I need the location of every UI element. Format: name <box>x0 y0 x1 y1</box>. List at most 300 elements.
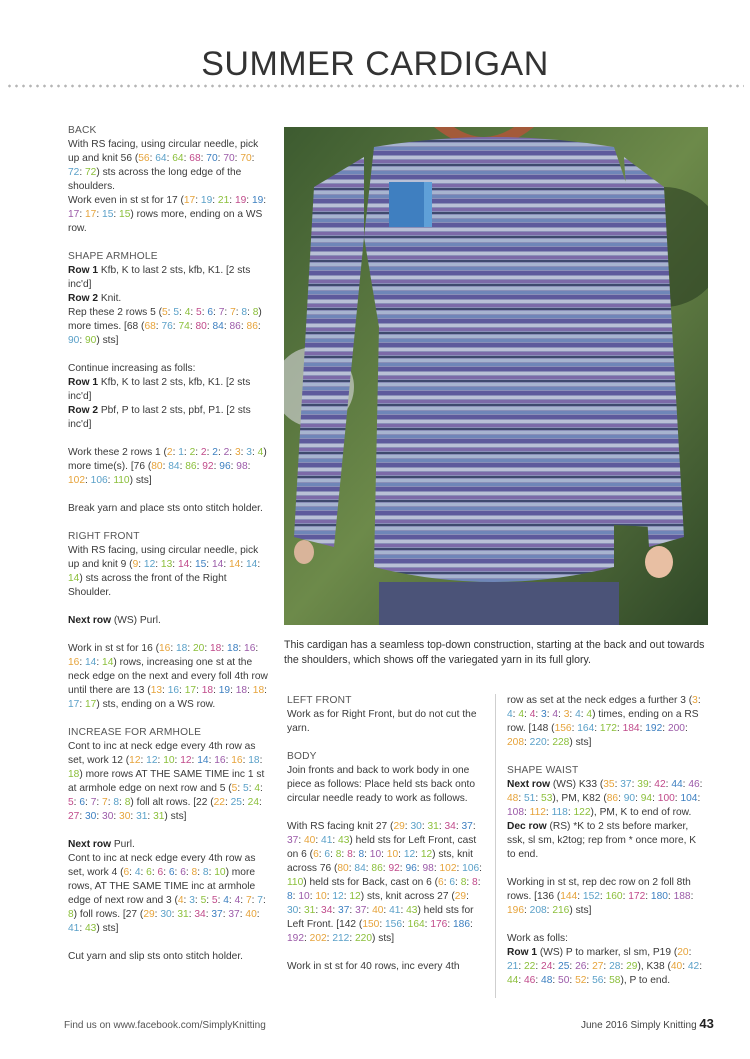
text-run: : <box>545 807 552 818</box>
text-run: : <box>140 867 147 878</box>
text-run: ) foll alt rows. [22 ( <box>130 797 214 808</box>
size-value: 68 <box>189 153 201 164</box>
size-value: 20 <box>677 947 689 958</box>
size-value: 2 <box>212 447 218 458</box>
text-run: : <box>382 863 389 874</box>
size-value: 30 <box>102 811 114 822</box>
text-run: : <box>201 307 208 318</box>
text-run: : <box>213 461 220 472</box>
pattern-paragraph <box>68 404 268 432</box>
size-value: 90 <box>85 335 97 346</box>
size-value: 43 <box>85 923 97 934</box>
text-run: : <box>512 709 519 720</box>
size-value: 6 <box>324 849 331 860</box>
section-heading <box>68 124 268 138</box>
text-run: : <box>535 975 542 986</box>
text-run: : <box>546 709 553 720</box>
size-value: 18 <box>227 643 239 654</box>
text-run: : <box>479 863 482 874</box>
size-value: 18 <box>248 755 260 766</box>
size-value: 46 <box>524 975 536 986</box>
photo-caption: This cardigan has a seamless top-down construction, starting at the back and out towards the shoulders, which shows off the variegated yarn in its full glory. <box>284 639 705 666</box>
size-value: 17 <box>68 699 80 710</box>
size-value: 58 <box>609 975 621 986</box>
text-run: : <box>309 891 316 902</box>
size-value: 86 <box>185 461 197 472</box>
size-value: 100 <box>657 793 675 804</box>
text-run: : <box>674 793 681 804</box>
text-run: : <box>247 307 253 318</box>
size-value: 108 <box>507 807 524 818</box>
size-value: 21 <box>217 195 230 206</box>
size-value: 110 <box>287 877 304 888</box>
size-value: 9 <box>132 559 139 570</box>
size-value: 12 <box>146 755 158 766</box>
text-run: Work in st st for 16 ( <box>68 643 159 654</box>
size-value: 27 <box>592 961 604 972</box>
size-value: 19 <box>218 685 231 696</box>
text-run: : <box>635 793 641 804</box>
text-run: : <box>401 919 408 930</box>
size-value: 10 <box>315 891 327 902</box>
size-value: 5 <box>211 895 218 906</box>
text-run: : <box>546 905 553 916</box>
size-value: 56 <box>592 975 604 986</box>
text-run: : <box>206 447 213 458</box>
size-value: 37 <box>211 909 223 920</box>
size-value: 118 <box>551 807 568 818</box>
size-value: 30 <box>410 821 422 832</box>
text-run: : <box>571 723 578 734</box>
section-heading <box>68 530 268 544</box>
text-run: Work as folls: <box>507 933 568 944</box>
size-value: 4 <box>552 709 559 720</box>
text-run: : <box>622 891 629 902</box>
size-value: 3 <box>246 447 252 458</box>
text-run: BODY <box>287 751 317 762</box>
pattern-paragraph <box>507 778 707 820</box>
size-value: 40 <box>670 961 683 972</box>
text-run: : <box>688 947 692 958</box>
text-run: : <box>259 797 262 808</box>
text-run: : <box>96 657 103 668</box>
pattern-paragraph <box>68 852 268 936</box>
size-value: 10 <box>163 755 175 766</box>
left-column <box>68 124 268 964</box>
text-run: : <box>228 895 235 906</box>
size-value: 15 <box>194 559 207 570</box>
text-run: : <box>230 461 237 472</box>
footer-issue <box>581 1017 714 1033</box>
size-value: 202 <box>309 933 327 944</box>
size-value: 31 <box>177 909 189 920</box>
text-run: : <box>594 723 600 734</box>
text-run: : <box>404 821 411 832</box>
text-run: : <box>690 891 694 902</box>
pattern-paragraph <box>68 544 268 600</box>
size-value: 4 <box>223 895 229 906</box>
size-value: 7 <box>257 895 263 906</box>
text-run: Purl. <box>111 839 135 850</box>
text-run: : <box>194 895 201 906</box>
text-run: : <box>195 195 201 206</box>
pattern-paragraph <box>68 950 268 964</box>
size-value: 43 <box>406 905 418 916</box>
size-value: 86 <box>371 863 383 874</box>
text-run: : <box>697 793 701 804</box>
text-run: : <box>166 153 173 164</box>
size-value: 64 <box>155 153 167 164</box>
size-value: 74 <box>178 321 190 332</box>
size-value: 48 <box>541 975 553 986</box>
text-run: : <box>524 737 530 748</box>
text-run: INCREASE FOR ARMHOLE <box>68 727 202 738</box>
size-value: 31 <box>136 811 148 822</box>
text-run: ) foll rows. [27 ( <box>73 909 144 920</box>
text-run: : <box>349 933 356 944</box>
text-run: (WS) P to marker, sl sm, P19 ( <box>537 947 678 958</box>
text-run: : <box>438 821 445 832</box>
row-label: Row 2 <box>68 293 99 304</box>
pattern-paragraph <box>68 306 268 348</box>
text-run: : <box>237 783 244 794</box>
size-value: 4 <box>529 709 536 720</box>
text-run: : <box>524 807 530 818</box>
size-value: 29 <box>454 891 467 902</box>
text-run: LEFT FRONT <box>287 695 352 706</box>
size-value: 6 <box>449 877 456 888</box>
text-run: : <box>618 793 624 804</box>
text-run: : <box>348 863 355 874</box>
text-run: : <box>195 447 201 458</box>
text-run: : <box>107 797 114 808</box>
text-run: Work these 2 rows 1 ( <box>68 447 167 458</box>
text-run: Knit. <box>98 293 122 304</box>
size-value: 4 <box>586 709 593 720</box>
text-run: : <box>162 685 168 696</box>
text-run: : <box>535 709 542 720</box>
size-value: 17 <box>68 209 80 220</box>
text-run: : <box>699 961 703 972</box>
cardigan-photo <box>284 127 708 625</box>
size-value: 22 <box>524 961 536 972</box>
text-run: : <box>456 863 463 874</box>
text-run: : <box>206 559 212 570</box>
text-run: : <box>79 699 86 710</box>
size-value: 8 <box>241 307 248 318</box>
size-value: 19 <box>200 195 213 206</box>
size-value: 44 <box>507 975 519 986</box>
text-run: : <box>699 779 703 790</box>
text-run: ) rows more, ending on a WS row. <box>68 209 263 234</box>
size-value: 53 <box>541 793 553 804</box>
size-value: 6 <box>180 867 186 878</box>
pattern-paragraph <box>507 820 707 862</box>
text-run: : <box>341 849 348 860</box>
text-run: Cut yarn and slip sts onto stitch holder. <box>68 951 243 962</box>
dotted-divider <box>6 84 744 88</box>
size-value: 12 <box>143 559 156 570</box>
text-run: : <box>257 321 261 332</box>
size-value: 24 <box>247 797 259 808</box>
text-run: ) held sts for Left Front. [142 ( <box>287 905 474 930</box>
text-run: : <box>586 961 593 972</box>
size-value: 86 <box>229 321 241 332</box>
text-run: : <box>326 933 333 944</box>
text-run: : <box>631 779 638 790</box>
size-value: 26 <box>575 961 587 972</box>
size-value: 94 <box>640 793 653 804</box>
size-value: 19 <box>234 195 247 206</box>
text-run: : <box>229 447 235 458</box>
size-value: 37 <box>287 835 299 846</box>
size-value: 10 <box>369 849 382 860</box>
size-value: 7 <box>218 307 225 318</box>
text-run: : <box>154 909 161 920</box>
text-run: : <box>318 849 325 860</box>
size-value: 212 <box>332 933 350 944</box>
size-value: 76 <box>161 321 173 332</box>
text-run: : <box>138 559 144 570</box>
size-value: 98 <box>422 863 434 874</box>
text-run: : <box>242 755 249 766</box>
size-value: 51 <box>524 793 536 804</box>
text-run: : <box>645 891 651 902</box>
text-run: : <box>257 559 261 570</box>
size-value: 43 <box>338 835 350 846</box>
text-run: : <box>599 891 606 902</box>
text-run: ) sts] <box>569 905 592 916</box>
size-value: 48 <box>507 793 519 804</box>
text-run: : <box>79 167 86 178</box>
text-run: : <box>229 195 235 206</box>
size-value: 102 <box>439 863 457 874</box>
text-run: : <box>259 755 263 766</box>
text-run: : <box>260 783 263 794</box>
size-value: 6 <box>438 877 444 888</box>
size-value: 6 <box>157 867 164 878</box>
text-run: : <box>248 783 255 794</box>
text-run: : <box>130 811 137 822</box>
row-label: Row 1 <box>507 947 538 958</box>
size-value: 12 <box>332 891 344 902</box>
size-value: 90 <box>68 335 80 346</box>
text-run: : <box>682 961 688 972</box>
text-run: : <box>174 867 181 878</box>
section-heading <box>68 250 268 264</box>
size-value: 106 <box>462 863 480 874</box>
text-run: Pbf, P to last 2 sts, pbf, P1. [2 sts inc'd] <box>68 405 251 430</box>
size-value: 34 <box>321 905 333 916</box>
size-value: 8 <box>113 797 120 808</box>
text-run: : <box>326 891 333 902</box>
size-value: 29 <box>143 909 155 920</box>
text-run: : <box>113 209 120 220</box>
text-run: : <box>247 685 253 696</box>
text-run: (WS) K33 ( <box>550 779 604 790</box>
text-run: : <box>155 559 161 570</box>
text-run: ) rows, increasing one st at the neck edge on the next and every foll 4th row until there are 13 ( <box>68 657 268 696</box>
size-value: 172 <box>628 891 646 902</box>
size-value: 4 <box>184 307 191 318</box>
size-value: 13 <box>150 685 163 696</box>
size-value: 35 <box>603 779 615 790</box>
text-run: Continue increasing as folls: <box>68 363 196 374</box>
text-run: Join fronts and back to work body in one piece as follows: Place held sts back onto circular needle ready to work as follows. <box>287 765 476 804</box>
text-run: : <box>183 447 190 458</box>
size-value: 37 <box>461 821 473 832</box>
text-run: ), PM, K to end of row. <box>590 807 692 818</box>
size-value: 4 <box>177 895 184 906</box>
text-run: (WS) Purl. <box>111 615 161 626</box>
size-value: 24 <box>541 961 553 972</box>
size-value: 122 <box>573 807 591 818</box>
text-run: : <box>558 709 564 720</box>
text-run: : <box>223 559 229 570</box>
text-run: : <box>179 461 186 472</box>
text-run: : <box>189 559 195 570</box>
text-run: : <box>113 811 120 822</box>
size-value: 84 <box>168 461 180 472</box>
size-value: 106 <box>90 475 108 486</box>
text-run: : <box>569 975 576 986</box>
size-value: 13 <box>160 559 173 570</box>
text-run: : <box>217 895 224 906</box>
text-run: : <box>343 891 350 902</box>
text-run: : <box>179 685 185 696</box>
size-value: 15 <box>119 209 131 220</box>
size-value: 5 <box>68 797 74 808</box>
size-value: 14 <box>228 559 241 570</box>
text-run: : <box>206 895 212 906</box>
size-value: 208 <box>529 905 547 916</box>
size-value: 1 <box>178 447 184 458</box>
text-run: : <box>235 307 242 318</box>
text-run: ) sts] <box>96 923 119 934</box>
size-value: 4 <box>257 447 264 458</box>
size-value: 14 <box>211 559 224 570</box>
text-run: : <box>230 685 236 696</box>
text-run: : <box>183 895 190 906</box>
row-label: Next row <box>68 839 112 850</box>
text-run: Kfb, K to last 2 sts, kfb, K1. [2 sts inc'd] <box>68 265 251 290</box>
size-value: 31 <box>304 905 316 916</box>
text-run: : <box>157 755 164 766</box>
size-value: 7 <box>90 797 97 808</box>
size-value: 80 <box>151 461 163 472</box>
text-run: : <box>433 863 440 874</box>
size-value: 37 <box>355 905 367 916</box>
section-heading <box>287 694 485 708</box>
size-value: 40 <box>245 909 257 920</box>
size-value: 4 <box>234 895 241 906</box>
text-run: : <box>221 643 228 654</box>
size-value: 15 <box>102 209 114 220</box>
size-value: 164 <box>407 919 425 930</box>
text-run: : <box>667 891 674 902</box>
text-run: row as set at the neck edges a further 3 ( <box>507 695 693 706</box>
text-run: : <box>217 153 224 164</box>
text-run: : <box>263 195 267 206</box>
right-column <box>507 694 707 988</box>
size-value: 17 <box>184 685 197 696</box>
pattern-paragraph <box>68 838 268 852</box>
text-run: : <box>155 321 162 332</box>
size-value: 8 <box>472 877 478 888</box>
size-value: 4 <box>134 867 141 878</box>
text-run: : <box>381 849 387 860</box>
size-value: 34 <box>194 909 206 920</box>
text-run: : <box>206 321 213 332</box>
text-run: : <box>240 895 246 906</box>
text-run: : <box>188 909 195 920</box>
text-run: : <box>213 307 219 318</box>
size-value: 8 <box>460 877 467 888</box>
size-value: 164 <box>577 723 595 734</box>
size-value: 5 <box>231 783 238 794</box>
size-value: 4 <box>575 709 581 720</box>
text-run: : <box>79 657 86 668</box>
text-run: : <box>107 475 114 486</box>
text-run: : <box>79 811 86 822</box>
text-run: : <box>264 685 267 696</box>
text-run: : <box>421 821 428 832</box>
text-run: : <box>196 685 202 696</box>
size-value: 14 <box>197 755 209 766</box>
text-run: : <box>552 975 559 986</box>
text-run: : <box>535 793 542 804</box>
size-value: 8 <box>347 849 353 860</box>
text-run: : <box>196 461 203 472</box>
size-value: 41 <box>389 905 401 916</box>
text-run: ) sts across the front of the Right Shoulder. <box>68 573 227 598</box>
size-value: 8 <box>202 867 209 878</box>
size-value: 16 <box>68 657 80 668</box>
size-value: 52 <box>575 975 587 986</box>
text-run: : <box>697 695 701 706</box>
pattern-paragraph <box>507 876 707 918</box>
text-run: : <box>315 835 322 846</box>
text-run: : <box>332 835 339 846</box>
size-value: 30 <box>119 811 131 822</box>
text-run: : <box>569 709 576 720</box>
pattern-paragraph <box>68 740 268 824</box>
text-run: : <box>251 447 258 458</box>
text-run: : <box>466 891 469 902</box>
text-run: : <box>223 321 230 332</box>
size-value: 12 <box>129 755 141 766</box>
footer-facebook-link[interactable]: Find us on www.facebook.com/SimplyKnitting <box>64 1020 266 1031</box>
text-run: : <box>364 849 370 860</box>
text-run: : <box>330 849 336 860</box>
text-run: : <box>205 909 212 920</box>
size-value: 72 <box>68 167 80 178</box>
size-value: 150 <box>362 919 380 930</box>
size-value: 156 <box>384 919 402 930</box>
size-value: 29 <box>393 821 405 832</box>
size-value: 228 <box>552 737 570 748</box>
text-run: : <box>379 919 385 930</box>
text-run: : <box>416 863 423 874</box>
size-value: 92 <box>202 461 214 472</box>
text-run: Break yarn and place sts onto stitch holder. <box>68 503 263 514</box>
size-value: 7 <box>230 307 236 318</box>
text-run: : <box>315 905 322 916</box>
text-run: : <box>366 905 373 916</box>
text-run: : <box>251 153 255 164</box>
size-value: 192 <box>645 723 663 734</box>
size-value: 64 <box>172 153 184 164</box>
